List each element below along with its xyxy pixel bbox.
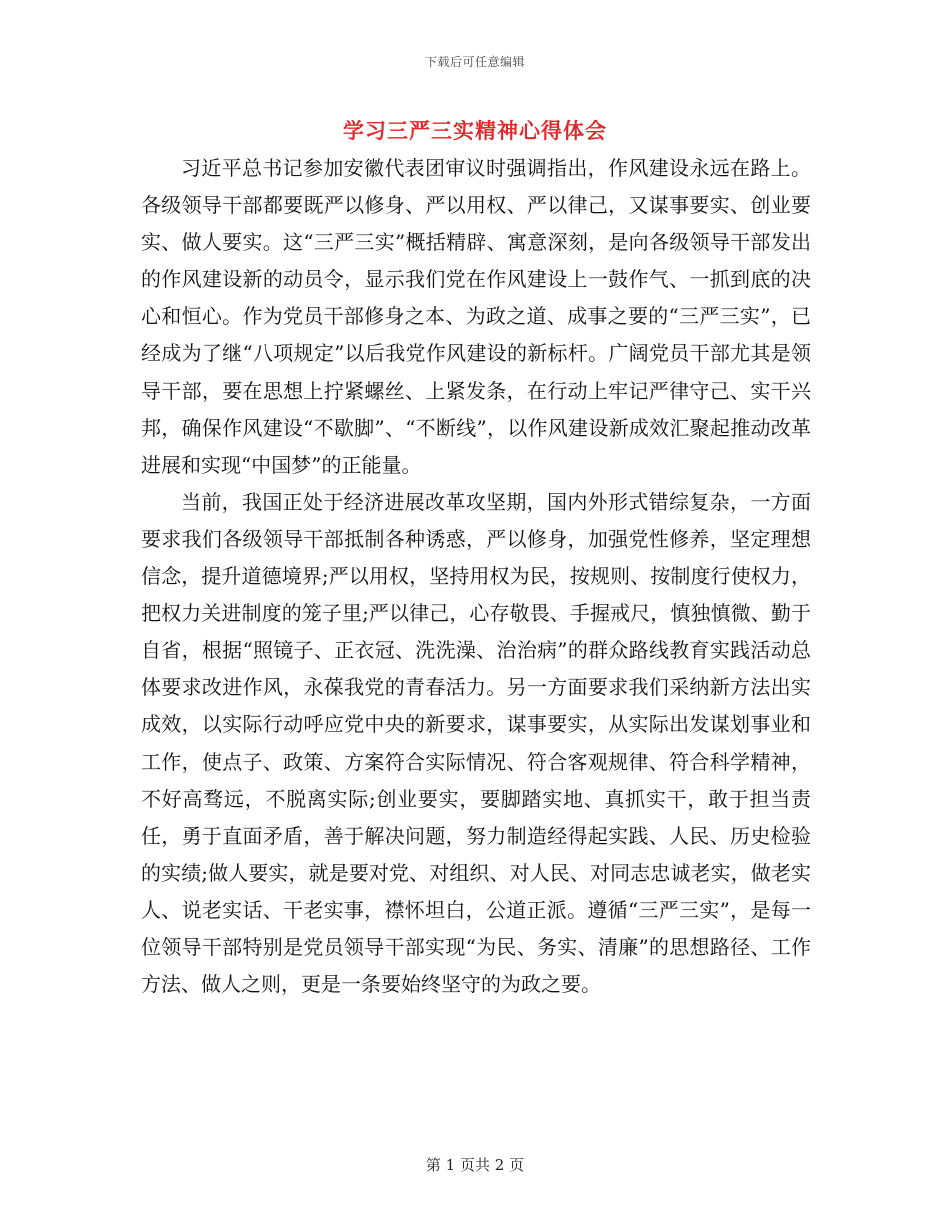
total-pages-number: 2 bbox=[494, 1156, 505, 1174]
document-title: 学习三严三实精神心得体会 bbox=[343, 118, 607, 143]
page-label-middle: 页共 bbox=[459, 1156, 490, 1174]
download-edit-note: 下载后可任意编辑 bbox=[424, 55, 525, 69]
paragraph-1: 习近平总书记参加安徽代表团审议时强调指出，作风建设永远在路上。各级领导干部都要既严以修身、严以用权、严以律己，又谋事要实、创业要实、做人要实。这“三严三实”概括精辟、寓意深刻，是向各级领导干部发出的作风建设新的动员令，显示我们党在作风建设上一鼓作气、一抓到底的决心和恒心。作为党员干部修身之本、为政之道、成事之要的“三严三实”，已经成为了继“八项规定”以后我党作风建设的新标杆。广阔党员干部尤其是领导干部，要在思想上拧紧螺丝、上紧发条，在行动上牢记严律守己、实干兴邦，确保作风建设“不歇脚”、“不断线”，以作风建设新成效汇聚起推动改革进展和实现“中国梦”的正能量。 bbox=[141, 156, 811, 477]
document-body bbox=[141, 150, 811, 1003]
page-label-suffix: 页 bbox=[509, 1156, 525, 1174]
page-label-prefix: 第 bbox=[425, 1156, 441, 1174]
paragraph-2: 当前，我国正处于经济进展改革攻坚期，国内外形式错综复杂，一方面要求我们各级领导干部抵制各种诱惑，严以修身，加强党性修养，坚定理想信念，提升道德境界;严以用权，坚持用权为民，按规则、按制度行使权力，把权力关进制度的笼子里;严以律己，心存敬畏、手握戒尺，慎独慎微、勤于自省，根据“照镜子、正衣冠、洗洗澡、治治病”的群众路线教育实践活动总体要求改进作风，永葆我党的青春活力。另一方面要求我们采纳新方法出实成效，以实际行动呼应党中央的新要求，谋事要实，从实际出发谋划事业和工作，使点子、政策、方案符合实际情况、符合客观规律、符合科学精神，不好高骛远，不脱离实际;创业要实，要脚踏实地、真抓实干，敢于担当责任，勇于直面矛盾，善于解决问题，努力制造经得起实践、人民、历史检验的实绩;做人要实，就是要对党、对组织、对人民、对同志忠诚老实，做老实人、说老实话、干老实事，襟怀坦白，公道正派。遵循“三严三实”，是每一位领导干部特别是党员领导干部实现“为民、务实、清廉”的思想路径、工作方法、做人之则，更是一条要始终坚守的为政之要。 bbox=[141, 489, 811, 997]
page-number-footer bbox=[0, 1154, 950, 1175]
current-page-number: 1 bbox=[445, 1156, 456, 1174]
